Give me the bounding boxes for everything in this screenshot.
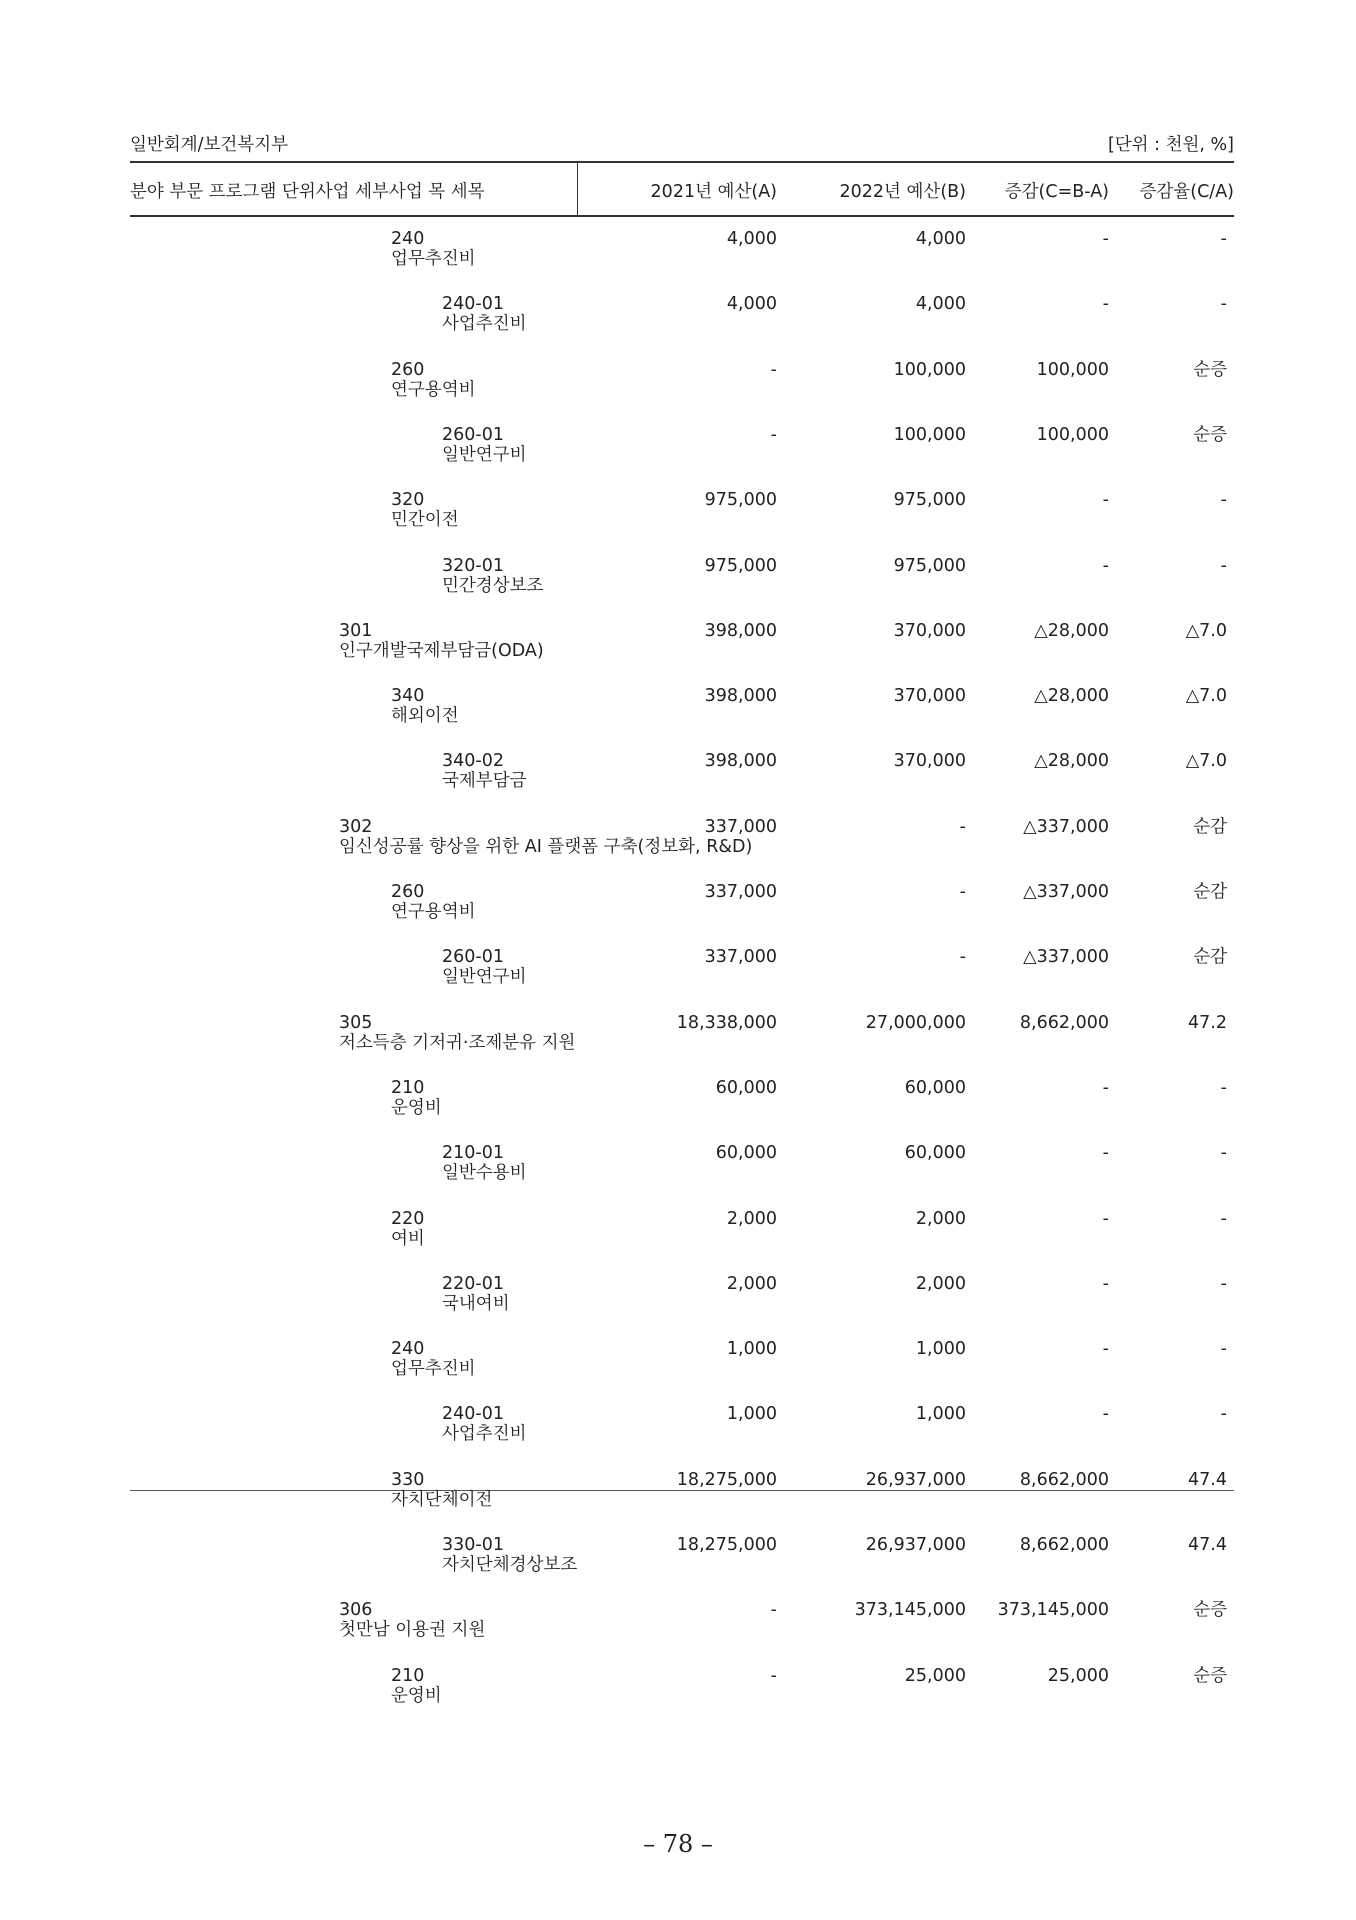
cell-change-rate: - — [1220, 229, 1227, 249]
table-row — [130, 1131, 1234, 1196]
table-row — [130, 1654, 1234, 1719]
table-row — [130, 1588, 1234, 1653]
row-code: 320 — [391, 490, 425, 510]
row-name: 일반연구비 — [442, 445, 527, 465]
cell-2021-budget: - — [770, 360, 777, 380]
row-name: 연구용역비 — [391, 902, 476, 922]
cell-change-rate: 순감 — [1193, 817, 1227, 837]
cell-2021-budget: - — [770, 1600, 777, 1620]
cell-change: - — [1102, 1078, 1109, 1098]
table-row — [130, 413, 1234, 478]
table-row — [130, 1392, 1234, 1457]
row-name: 민간이전 — [391, 510, 459, 530]
account-title: 일반회계/보건복지부 — [130, 135, 289, 155]
row-code: 210-01 — [442, 1143, 504, 1163]
cell-change: 100,000 — [1036, 360, 1109, 380]
cell-2021-budget: 60,000 — [715, 1078, 777, 1098]
column-header-2022-budget: 2022년 예산(B) — [839, 182, 966, 202]
cell-2022-budget: 26,937,000 — [865, 1470, 966, 1490]
row-code: 320-01 — [442, 556, 504, 576]
table-row — [130, 348, 1234, 413]
cell-2022-budget: 975,000 — [893, 556, 966, 576]
cell-2022-budget: 373,145,000 — [854, 1600, 966, 1620]
table-row — [130, 282, 1234, 347]
row-name: 사업추진비 — [442, 1424, 527, 1444]
cell-change-rate: - — [1220, 1274, 1227, 1294]
row-code: 306 — [339, 1600, 373, 1620]
cell-change-rate: - — [1220, 1143, 1227, 1163]
column-header-hierarchy: 분야 부문 프로그램 단위사업 세부사업 목 세목 — [130, 182, 485, 202]
row-code: 305 — [339, 1013, 373, 1033]
cell-change: - — [1102, 1209, 1109, 1229]
cell-change-rate: 순증 — [1193, 360, 1227, 380]
column-header-2021-budget: 2021년 예산(A) — [650, 182, 777, 202]
cell-2021-budget: 975,000 — [704, 490, 777, 510]
cell-2022-budget: 975,000 — [893, 490, 966, 510]
table-row — [130, 935, 1234, 1000]
row-code: 302 — [339, 817, 373, 837]
row-code: 260 — [391, 360, 425, 380]
cell-2022-budget: 4,000 — [915, 229, 966, 249]
cell-2022-budget: 25,000 — [904, 1666, 966, 1686]
cell-2021-budget: - — [770, 425, 777, 445]
cell-change-rate: - — [1220, 1339, 1227, 1359]
cell-change-rate: - — [1220, 294, 1227, 314]
table-row — [130, 609, 1234, 674]
cell-2021-budget: 398,000 — [704, 751, 777, 771]
table-row — [130, 1197, 1234, 1262]
row-name: 민간경상보조 — [442, 576, 544, 596]
cell-change: - — [1102, 1274, 1109, 1294]
table-row — [130, 217, 1234, 282]
cell-2021-budget: 975,000 — [704, 556, 777, 576]
row-code: 330 — [391, 1470, 425, 1490]
cell-change: - — [1102, 229, 1109, 249]
row-name: 첫만남 이용권 지원 — [339, 1620, 486, 1640]
table-row — [130, 544, 1234, 609]
row-name: 임신성공률 향상을 위한 AI 플랫폼 구축(정보화, R&D) — [339, 837, 753, 857]
row-code: 340-02 — [442, 751, 504, 771]
cell-2021-budget: 2,000 — [726, 1209, 777, 1229]
page-number: – 78 – — [643, 1830, 713, 1858]
table-row — [130, 1327, 1234, 1392]
cell-change: △337,000 — [1023, 947, 1109, 967]
row-code: 220 — [391, 1209, 425, 1229]
column-divider — [577, 163, 578, 215]
cell-2022-budget: 370,000 — [893, 751, 966, 771]
cell-change: △28,000 — [1034, 751, 1109, 771]
row-name: 운영비 — [391, 1686, 442, 1706]
cell-change: - — [1102, 294, 1109, 314]
row-name: 국제부담금 — [442, 771, 527, 791]
table-row — [130, 805, 1234, 870]
row-name: 일반수용비 — [442, 1163, 527, 1183]
cell-2022-budget: - — [959, 947, 966, 967]
cell-2022-budget: 2,000 — [915, 1274, 966, 1294]
cell-change-rate: △7.0 — [1185, 621, 1227, 641]
table-row — [130, 870, 1234, 935]
cell-change-rate: 순증 — [1193, 1600, 1227, 1620]
table-row — [130, 739, 1234, 804]
cell-change-rate: - — [1220, 1078, 1227, 1098]
row-code: 240-01 — [442, 1404, 504, 1424]
table-header — [130, 161, 1234, 217]
cell-change: - — [1102, 1404, 1109, 1424]
unit-label: [단위 : 천원, %] — [1107, 135, 1234, 155]
row-name: 운영비 — [391, 1098, 442, 1118]
row-name: 여비 — [391, 1229, 425, 1249]
table-row — [130, 1262, 1234, 1327]
cell-change: - — [1102, 1143, 1109, 1163]
budget-table — [130, 161, 1234, 1706]
cell-change-rate: 순감 — [1193, 882, 1227, 902]
cell-change-rate: △7.0 — [1185, 686, 1227, 706]
cell-2022-budget: - — [959, 817, 966, 837]
cell-change-rate: 순증 — [1193, 425, 1227, 445]
cell-change: △337,000 — [1023, 882, 1109, 902]
cell-2022-budget: 1,000 — [915, 1404, 966, 1424]
column-header-change-rate: 증감율(C/A) — [1139, 182, 1234, 202]
cell-2021-budget: 18,338,000 — [676, 1013, 777, 1033]
cell-2021-budget: 1,000 — [726, 1339, 777, 1359]
cell-2021-budget: 60,000 — [715, 1143, 777, 1163]
cell-change-rate: 47.2 — [1188, 1013, 1227, 1033]
row-code: 220-01 — [442, 1274, 504, 1294]
cell-2022-budget: 100,000 — [893, 425, 966, 445]
cell-2022-budget: 60,000 — [904, 1078, 966, 1098]
cell-change: - — [1102, 490, 1109, 510]
cell-2021-budget: 337,000 — [704, 882, 777, 902]
cell-change-rate: - — [1220, 490, 1227, 510]
row-name: 저소득층 기저귀·조제분유 지원 — [339, 1033, 576, 1053]
row-code: 210 — [391, 1666, 425, 1686]
cell-2022-budget: 26,937,000 — [865, 1535, 966, 1555]
row-code: 260-01 — [442, 425, 504, 445]
cell-2022-budget: 370,000 — [893, 686, 966, 706]
cell-2021-budget: 1,000 — [726, 1404, 777, 1424]
cell-2021-budget: 337,000 — [704, 947, 777, 967]
row-name: 국내여비 — [442, 1294, 510, 1314]
row-code: 330-01 — [442, 1535, 504, 1555]
cell-2021-budget: 398,000 — [704, 621, 777, 641]
cell-2022-budget: 60,000 — [904, 1143, 966, 1163]
cell-change: △28,000 — [1034, 621, 1109, 641]
row-name: 사업추진비 — [442, 314, 527, 334]
table-row — [130, 478, 1234, 543]
cell-2021-budget: 4,000 — [726, 294, 777, 314]
cell-change-rate: 순증 — [1193, 1666, 1227, 1686]
table-row — [130, 674, 1234, 739]
row-code: 240 — [391, 229, 425, 249]
row-name: 업무추진비 — [391, 1359, 476, 1379]
cell-2021-budget: - — [770, 1666, 777, 1686]
row-code: 260 — [391, 882, 425, 902]
cell-change-rate: 47.4 — [1188, 1535, 1227, 1555]
row-code: 240 — [391, 1339, 425, 1359]
cell-change: △337,000 — [1023, 817, 1109, 837]
cell-change: 25,000 — [1047, 1666, 1109, 1686]
row-name: 자치단체경상보조 — [442, 1555, 578, 1575]
row-code: 240-01 — [442, 294, 504, 314]
cell-2021-budget: 398,000 — [704, 686, 777, 706]
cell-change: △28,000 — [1034, 686, 1109, 706]
cell-2021-budget: 18,275,000 — [676, 1470, 777, 1490]
row-name: 해외이전 — [391, 706, 459, 726]
row-code: 301 — [339, 621, 373, 641]
table-row — [130, 1066, 1234, 1131]
cell-2022-budget: 2,000 — [915, 1209, 966, 1229]
cell-2022-budget: 27,000,000 — [865, 1013, 966, 1033]
table-row — [130, 1458, 1234, 1523]
cell-change-rate: △7.0 — [1185, 751, 1227, 771]
row-name: 연구용역비 — [391, 380, 476, 400]
cell-change-rate: - — [1220, 1404, 1227, 1424]
cell-2022-budget: - — [959, 882, 966, 902]
cell-change: - — [1102, 556, 1109, 576]
cell-change: 100,000 — [1036, 425, 1109, 445]
cell-change: - — [1102, 1339, 1109, 1359]
cell-2022-budget: 4,000 — [915, 294, 966, 314]
cell-change: 373,145,000 — [997, 1600, 1109, 1620]
row-name: 자치단체이전 — [391, 1490, 493, 1510]
cell-2021-budget: 4,000 — [726, 229, 777, 249]
cell-change-rate: - — [1220, 1209, 1227, 1229]
column-header-change: 증감(C=B-A) — [1004, 182, 1109, 202]
cell-change-rate: 47.4 — [1188, 1470, 1227, 1490]
row-code: 340 — [391, 686, 425, 706]
cell-change-rate: 순감 — [1193, 947, 1227, 967]
cell-2021-budget: 18,275,000 — [676, 1535, 777, 1555]
cell-change: 8,662,000 — [1019, 1470, 1109, 1490]
cell-change: 8,662,000 — [1019, 1013, 1109, 1033]
row-name: 일반연구비 — [442, 967, 527, 987]
cell-2022-budget: 1,000 — [915, 1339, 966, 1359]
cell-2022-budget: 370,000 — [893, 621, 966, 641]
row-code: 260-01 — [442, 947, 504, 967]
row-code: 210 — [391, 1078, 425, 1098]
cell-change-rate: - — [1220, 556, 1227, 576]
row-name: 업무추진비 — [391, 249, 476, 269]
table-body — [130, 217, 1234, 1706]
cell-2021-budget: 2,000 — [726, 1274, 777, 1294]
row-name: 인구개발국제부담금(ODA) — [339, 641, 544, 661]
cell-change: 8,662,000 — [1019, 1535, 1109, 1555]
table-row — [130, 1523, 1234, 1588]
cell-2021-budget: 337,000 — [704, 817, 777, 837]
table-row — [130, 1001, 1234, 1066]
cell-2022-budget: 100,000 — [893, 360, 966, 380]
